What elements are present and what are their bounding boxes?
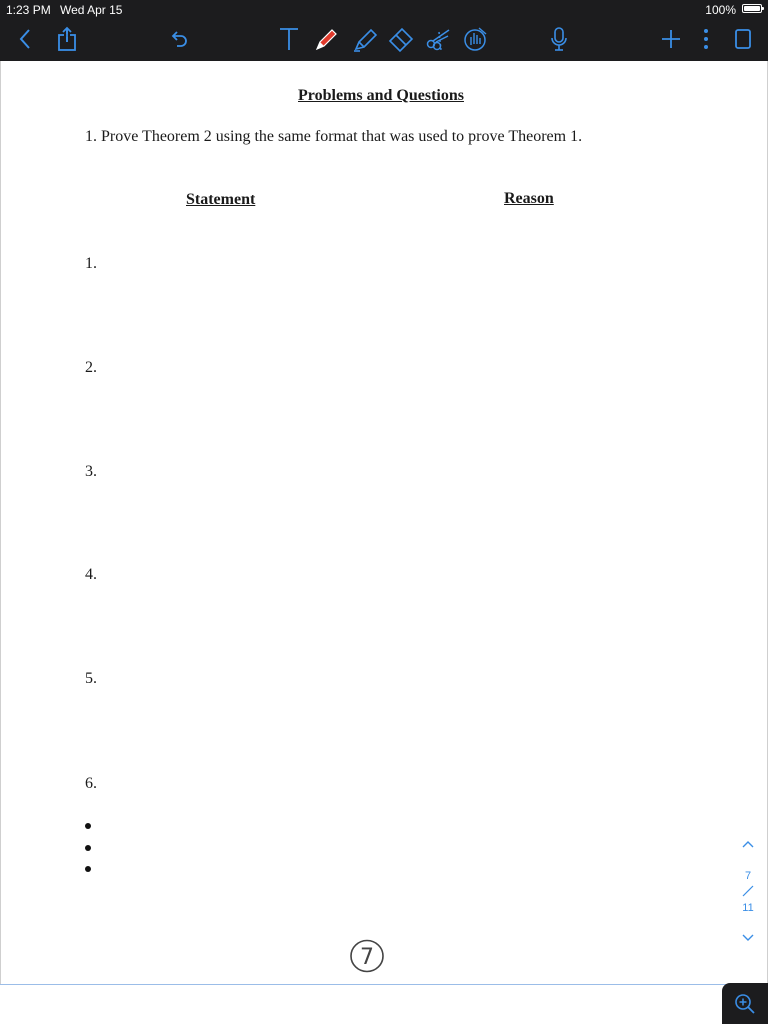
status-date: Wed Apr 15 [60,3,123,17]
status-time: 1:23 PM [6,3,51,17]
document-page[interactable] [0,61,768,984]
battery-icon [742,4,762,13]
undo-button[interactable] [166,24,192,54]
eraser-tool-button[interactable] [386,24,416,54]
add-icon [660,28,682,50]
battery-percent: 100% [705,3,736,17]
pen-tool-button[interactable] [312,24,342,54]
row-number: 1. [85,255,97,272]
back-icon [18,28,32,50]
scissors-icon [425,26,453,52]
current-page-number: 7 [744,870,752,882]
page-separator [740,884,756,898]
handwritten-page-number-text: 7 [360,945,374,970]
lasso-scissors-button[interactable] [424,24,454,54]
back-button[interactable] [12,24,38,54]
handwritten-page-number [349,937,385,973]
next-page-icon[interactable] [740,932,756,944]
undo-icon [169,29,189,49]
status-bar [0,0,768,18]
reason-column-header: Reason [504,190,554,207]
question-text: 1. Prove Theorem 2 using the same format that was used to prove Theorem 1. [85,128,583,145]
eraser-icon [387,25,415,53]
pen-icon [313,25,341,53]
total-pages: 11 [742,902,754,914]
pages-icon [733,27,753,51]
share-button[interactable] [54,24,80,54]
top-bar [0,0,768,61]
previous-page-icon[interactable] [740,838,756,850]
microphone-button[interactable] [546,24,572,54]
highlighter-tool-button[interactable] [350,24,380,54]
row-number: 5. [85,670,97,687]
microphone-icon [550,26,568,52]
ellipsis-dot [85,866,91,872]
hand-icon [461,25,489,53]
zoom-button[interactable] [722,983,768,1024]
next-page-preview[interactable] [0,985,768,1024]
zoom-in-icon [733,992,757,1016]
text-tool-icon [278,26,300,52]
more-icon [702,27,710,51]
add-button[interactable] [658,24,684,54]
ellipsis-dot [85,823,91,829]
highlighter-icon [351,25,379,53]
pages-button[interactable] [730,24,756,54]
hand-tool-button[interactable] [460,24,490,54]
row-number: 4. [85,566,97,583]
document-title: Problems and Questions [298,87,464,104]
text-tool-button[interactable] [276,24,302,54]
row-number: 3. [85,463,97,480]
row-number: 6. [85,775,97,792]
statement-column-header: Statement [186,191,256,208]
share-icon [57,26,77,52]
row-number: 2. [85,359,97,376]
page-navigator [728,834,768,946]
ellipsis-dot [85,845,91,851]
more-options-button[interactable] [694,24,718,54]
